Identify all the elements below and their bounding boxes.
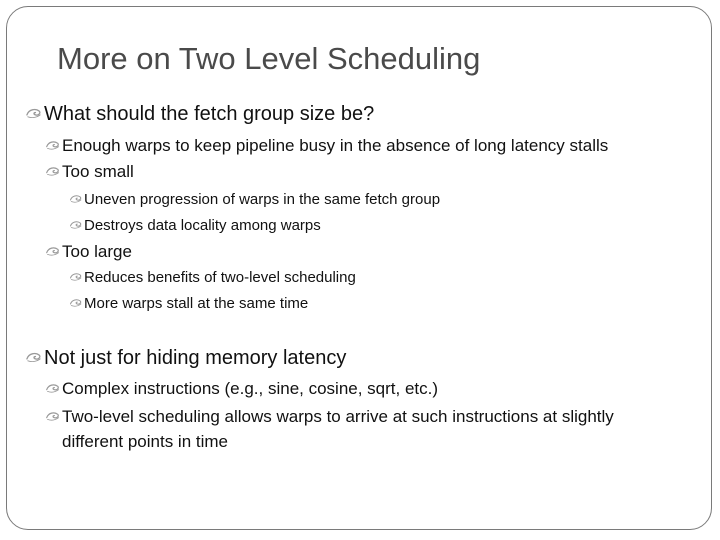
swirl-bullet-icon bbox=[45, 165, 62, 177]
swirl-bullet-icon bbox=[69, 219, 84, 230]
bullet-level1 bbox=[25, 347, 346, 370]
bullet-level2 bbox=[45, 162, 134, 182]
swirl-bullet-icon bbox=[45, 382, 62, 394]
bullet-level3 bbox=[69, 295, 308, 312]
swirl-bullet-icon bbox=[25, 106, 44, 120]
bullet-level3 bbox=[69, 217, 321, 234]
bullet-level2 bbox=[45, 242, 132, 262]
slide-title: More on Two Level Scheduling bbox=[57, 41, 481, 76]
slide bbox=[6, 6, 712, 530]
bullet-text: What should the fetch group size be? bbox=[44, 103, 375, 125]
bullet-text: Destroys data locality among warps bbox=[84, 217, 321, 234]
bullet-text: Two-level scheduling allows warps to arrive at such instructions at slightly bbox=[62, 407, 614, 426]
bullet-level2 bbox=[45, 136, 608, 156]
swirl-bullet-icon bbox=[45, 245, 62, 257]
bullet-text: Uneven progression of warps in the same fetch group bbox=[84, 191, 441, 208]
swirl-bullet-icon bbox=[69, 297, 84, 308]
bullet-level2 bbox=[45, 379, 438, 399]
bullet-text: Reduces benefits of two-level scheduling bbox=[84, 269, 356, 286]
bullet-level1 bbox=[25, 103, 374, 126]
bullet-text: Too small bbox=[62, 162, 134, 181]
bullet-text-continuation: different points in time bbox=[62, 432, 228, 451]
bullet-text: Complex instructions (e.g., sine, cosine, sqrt, etc.) bbox=[62, 379, 439, 398]
bullet-level3 bbox=[69, 191, 440, 208]
swirl-bullet-icon bbox=[69, 271, 84, 282]
bullet-level2 bbox=[45, 407, 614, 427]
bullet-text: Enough warps to keep pipeline busy in the absence of long latency stalls bbox=[62, 136, 609, 155]
bullet-level3 bbox=[69, 269, 356, 286]
bullet-text: Not just for hiding memory latency bbox=[44, 347, 347, 369]
swirl-bullet-icon bbox=[45, 139, 62, 151]
swirl-bullet-icon bbox=[69, 193, 84, 204]
swirl-bullet-icon bbox=[25, 350, 44, 364]
bullet-text: Too large bbox=[62, 242, 132, 261]
bullet-text: More warps stall at the same time bbox=[84, 295, 309, 312]
swirl-bullet-icon bbox=[45, 410, 62, 422]
